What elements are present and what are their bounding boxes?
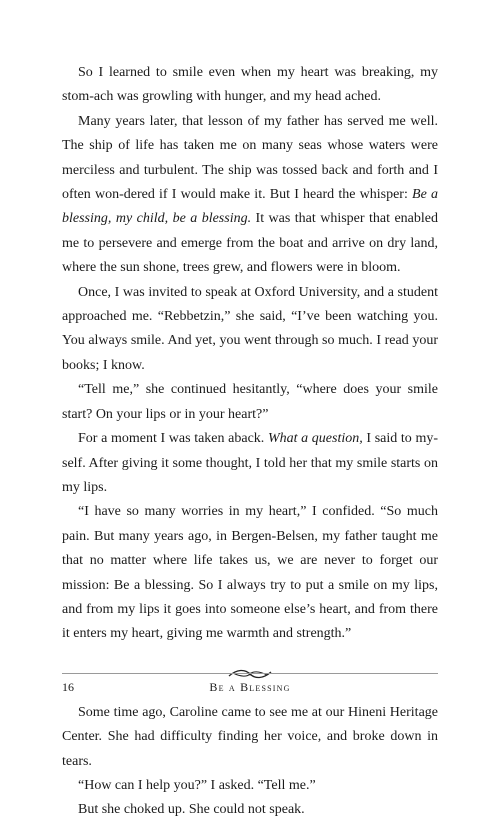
text-run: But she choked up. She could not speak. [78, 802, 305, 818]
text-section-before-break [62, 61, 438, 647]
text-run: “How can I help you?” I asked. “Tell me.” [78, 777, 316, 793]
text-run: For a moment I was taken aback. [78, 431, 268, 447]
paragraph [62, 378, 438, 427]
page-number: 16 [62, 680, 74, 694]
paragraph [62, 774, 438, 798]
page-footer [62, 673, 438, 702]
running-title: Be a Blessing [209, 680, 291, 694]
italic-text: What a question, [267, 431, 363, 447]
text-run: Many years later, that lesson of my father has served me well. The ship of life has taken me on many seas whose waters were merciless and turbulent. The ship was tossed back and forth and I often won-dered if I would make it. But I heard the whisper: [62, 113, 438, 203]
text-run: So I learned to smile even when my heart was breaking, my stom-ach was growling with hunger, and my head ached. [62, 65, 438, 105]
paragraph [62, 798, 438, 822]
italic-text: Be a blessing, my child, be a blessing. [62, 187, 438, 227]
body-text [62, 61, 438, 823]
text-section-after-break [62, 701, 438, 823]
paragraph [62, 110, 438, 281]
paragraph [62, 427, 438, 500]
text-run: “I have so many worries in my heart,” I confided. “So much pain. But many years ago, in Bergen-Belsen, my father taught me that no matter where life takes us, we are never to forget our mission: Be a blessing. So I always try to put a smile on my lips, and from my lips it goes into someone else’s heart, and from there it enters my heart, giving me warmth and strength.” [62, 504, 438, 642]
text-run: Once, I was invited to speak at Oxford University, and a student approached me. “Rebbetzin,” she said, “I’ve been watching you. You always smile. And yet, you went through so much. I read your books; I know. [62, 284, 438, 373]
paragraph [62, 500, 438, 646]
paragraph [62, 701, 438, 774]
paragraph [62, 61, 438, 110]
text-run: “Tell me,” she continued hesitantly, “where does your smile start? On your lips or in your heart?” [62, 382, 438, 422]
text-run: I said to my-self. After giving it some thought, I told her that my smile starts on my lips. [62, 431, 439, 495]
paragraph [62, 281, 438, 379]
text-run: Some time ago, Caroline came to see me at our Hineni Heritage Center. She had difficulty finding her voice, and broke down in tears. [62, 704, 438, 769]
text-run: It was that whisper that enabled me to persevere and emerge from the boat and arrive on dry land, where the sun shone, trees grew, and flowers were in bloom. [62, 211, 438, 276]
